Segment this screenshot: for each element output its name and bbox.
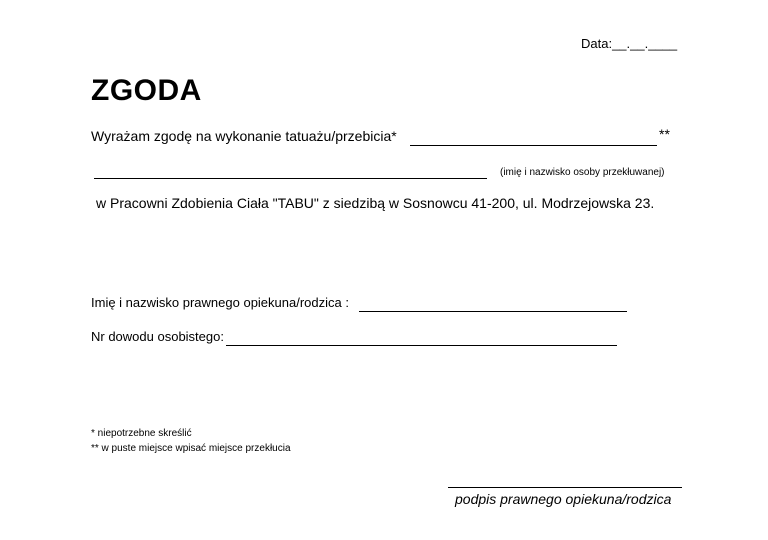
date-label: Data:__.__.____	[581, 36, 678, 51]
person-name-hint: (imię i nazwisko osoby przekłuwanej)	[500, 167, 665, 178]
consent-statement: Wyrażam zgodę na wykonanie tatuażu/przebicia*	[91, 128, 397, 144]
footnote-unnecessary: * niepotrzebne skreślić	[91, 428, 192, 439]
signature-line	[448, 487, 682, 488]
person-name-blank-line	[94, 178, 487, 179]
document-title: ZGODA	[91, 74, 202, 107]
consent-blank-line	[410, 145, 657, 146]
guardian-name-label: Imię i nazwisko prawnego opiekuna/rodzica :	[91, 295, 349, 310]
id-number-label: Nr dowodu osobistego:	[91, 329, 224, 344]
signature-caption: podpis prawnego opiekuna/rodzica	[455, 491, 672, 507]
id-number-blank-line	[226, 345, 617, 346]
footnote-piercing-place: ** w puste miejsce wpisać miejsce przekłucia	[91, 443, 291, 454]
studio-address-text: w Pracowni Zdobienia Ciała "TABU" z siedzibą w Sosnowcu 41-200, ul. Modrzejowska 23.	[96, 195, 655, 211]
consent-footnote-marks: **	[659, 126, 670, 142]
guardian-name-blank-line	[359, 311, 627, 312]
